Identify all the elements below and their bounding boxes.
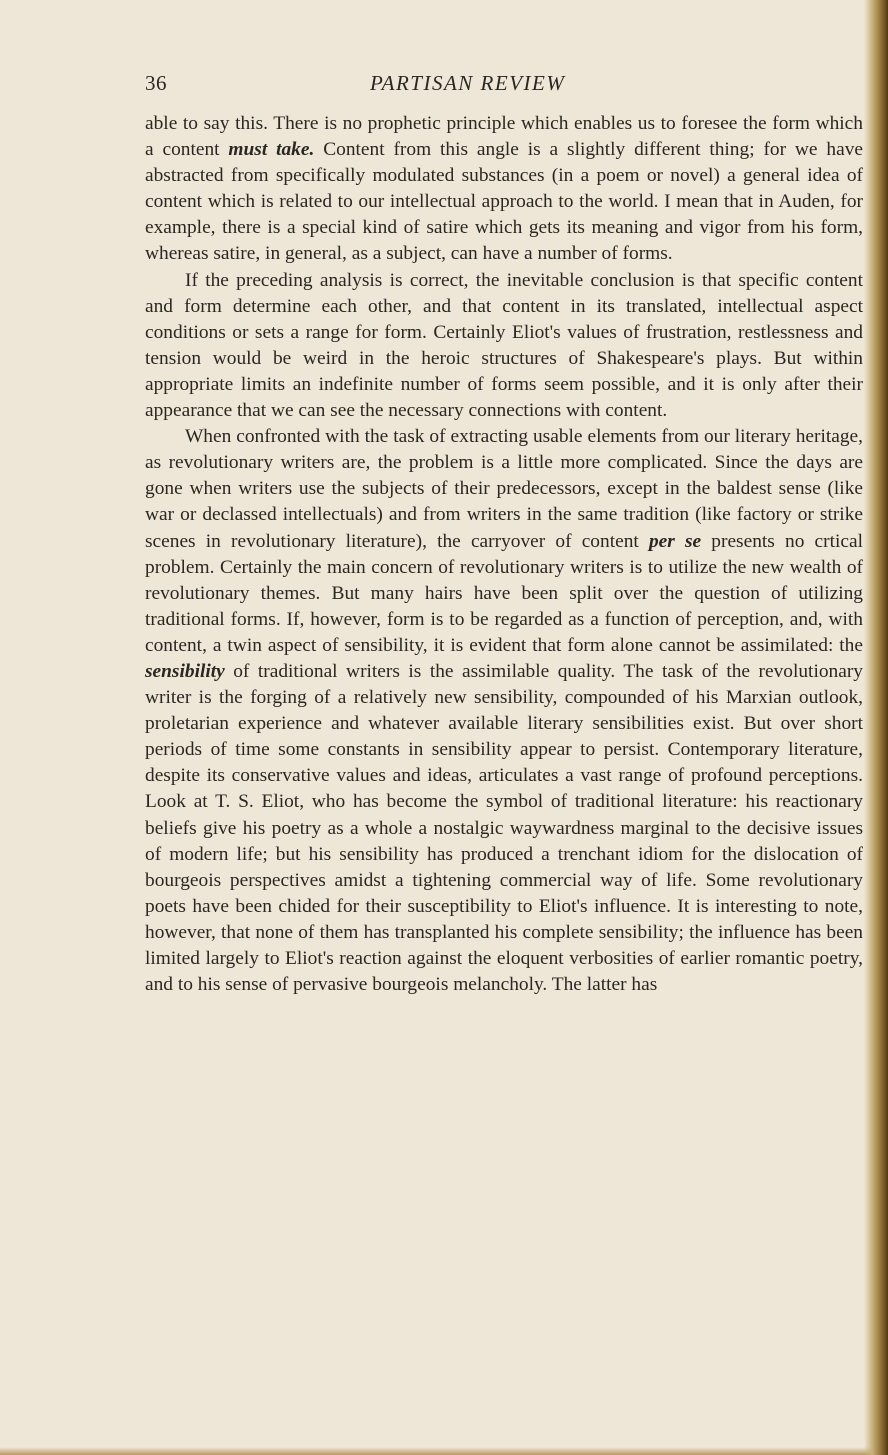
emphasis-text: must take. <box>228 139 315 161</box>
running-head: PARTISAN REVIEW <box>370 71 566 95</box>
emphasis-text: per se <box>648 530 702 552</box>
binding-edge <box>864 0 888 1455</box>
page-bottom-edge <box>0 1447 888 1455</box>
text-run: presents no crtical problem. Certainly the main concern of revolutionary writers is to utilize the new wealth of revolutionary themes. But many hairs have been split over the question of utilizing traditional forms. If, however, form is to be regarded as a function of perception, and, with content, a twin aspect of sensibility, it is evident that form alone cannot be assimilated: the <box>145 530 863 656</box>
paragraph <box>145 268 863 425</box>
text-run: If the preceding analysis is correct, the inevitable conclusion is that specific content and form determine each other, and that content in its translated, intellectual aspect conditions or sets a range for form. Certainly Eliot's values of frustration, restlessness and tension would be weird in the heroic structures of Shakespeare's plays. But within appropriate limits an indefinite number of forms seem possible, and it is only after their appearance that we can see the necessary connections with content. <box>145 269 863 422</box>
page-header <box>145 71 865 101</box>
emphasis-text: sensibility <box>145 660 225 682</box>
text-run: Content from this angle is a slightly different thing; for we have abstracted from specifically modulated substances (in a poem or novel) a general idea of content which is related to our intellectual approach to the world. I mean that in Auden, for example, there is a special kind of satire which gets its meaning and vigor from his form, whereas satire, in general, as a subject, can have a number of forms. <box>145 139 863 265</box>
body-text <box>145 111 863 998</box>
text-run: of traditional writers is the assimilable quality. The task of the revolutionary writer is the forging of a relatively new sensibility, compounded of his Marxian outlook, proletarian experience and whatever available literary sensibilities exist. But over short periods of time some constants in sensibility appear to persist. Contemporary literature, despite its conservative values and ideas, articulates a vast range of profound perceptions. Look at T. S. Eliot, who has become the symbol of traditional literature: his reactionary beliefs give his poetry as a whole a nostalgic waywardness marginal to the decisive issues of modern life; but his sensibility has produced a trenchant idiom for the dislocation of bourgeois perspectives amidst a tightening commercial way of life. Some revolutionary poets have been chided for their susceptibility to Eliot's influence. It is interesting to note, however, that none of them has transplanted his complete sensibility; the influence has been limited largely to Eliot's reaction against the eloquent verbosities of earlier romantic poetry, and to his sense of pervasive bourgeois melancholy. The latter has <box>145 660 863 996</box>
paragraph <box>145 424 863 998</box>
page-number: 36 <box>145 71 167 95</box>
text-run: When confronted with the task of extracting usable elements from our literary heritage, as revolutionary writers are, the problem is a little more complicated. Since the days are gone when writers use the subjects of their predecessors, except in the baldest sense (like war or declassed intellectuals) and from writers in the same tradition (like factory or strike scenes in revolutionary literature), the carryover of content <box>145 426 863 552</box>
paragraph <box>145 111 863 268</box>
text-run: able to say this. There is no prophetic principle which enables us to foresee the form which a content <box>145 113 863 161</box>
